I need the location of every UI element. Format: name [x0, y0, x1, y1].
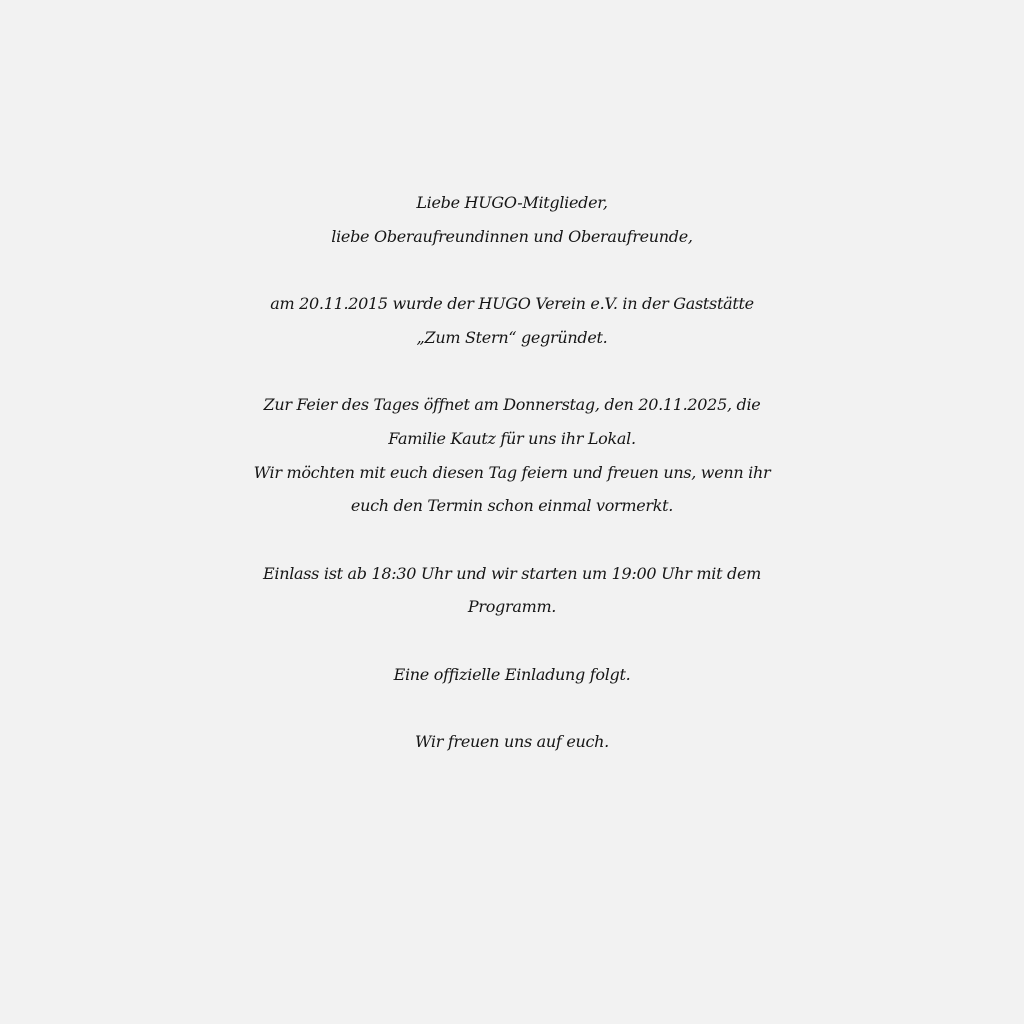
invitation-note-paragraph	[0, 658, 1024, 692]
celebration-line: Zur Feier des Tages öffnet am Donnerstag, den 20.11.2025, die	[263, 395, 761, 415]
schedule-line: Einlass ist ab 18:30 Uhr und wir starten um 19:00 Uhr mit dem	[263, 563, 761, 583]
celebration-line: Wir möchten mit euch diesen Tag feiern und freuen uns, wenn ihr	[253, 462, 771, 482]
celebration-line: euch den Termin schon einmal vormerkt.	[350, 496, 674, 516]
greeting-paragraph	[0, 186, 1024, 253]
celebration-line: Familie Kautz für uns ihr Lokal.	[388, 428, 636, 448]
invitation-note-line: Eine offizielle Einladung folgt.	[393, 664, 631, 684]
paragraph-spacer	[0, 691, 1024, 725]
paragraph-spacer	[0, 355, 1024, 389]
announcement-letter	[0, 186, 1024, 759]
schedule-line: Programm.	[467, 597, 557, 617]
greeting-line: liebe Oberaufreundinnen und Oberaufreunde,	[331, 226, 693, 246]
paragraph-spacer	[0, 624, 1024, 658]
founding-line: am 20.11.2015 wurde der HUGO Verein e.V. in der Gaststätte	[270, 294, 754, 314]
founding-paragraph	[0, 287, 1024, 354]
closing-paragraph	[0, 725, 1024, 759]
paragraph-spacer	[0, 253, 1024, 287]
celebration-paragraph	[0, 388, 1024, 523]
closing-line: Wir freuen uns auf euch.	[415, 732, 609, 752]
schedule-paragraph	[0, 557, 1024, 624]
founding-line: „Zum Stern“ gegründet.	[416, 327, 608, 347]
greeting-line: Liebe HUGO-Mitglieder,	[416, 193, 608, 212]
paragraph-spacer	[0, 523, 1024, 557]
